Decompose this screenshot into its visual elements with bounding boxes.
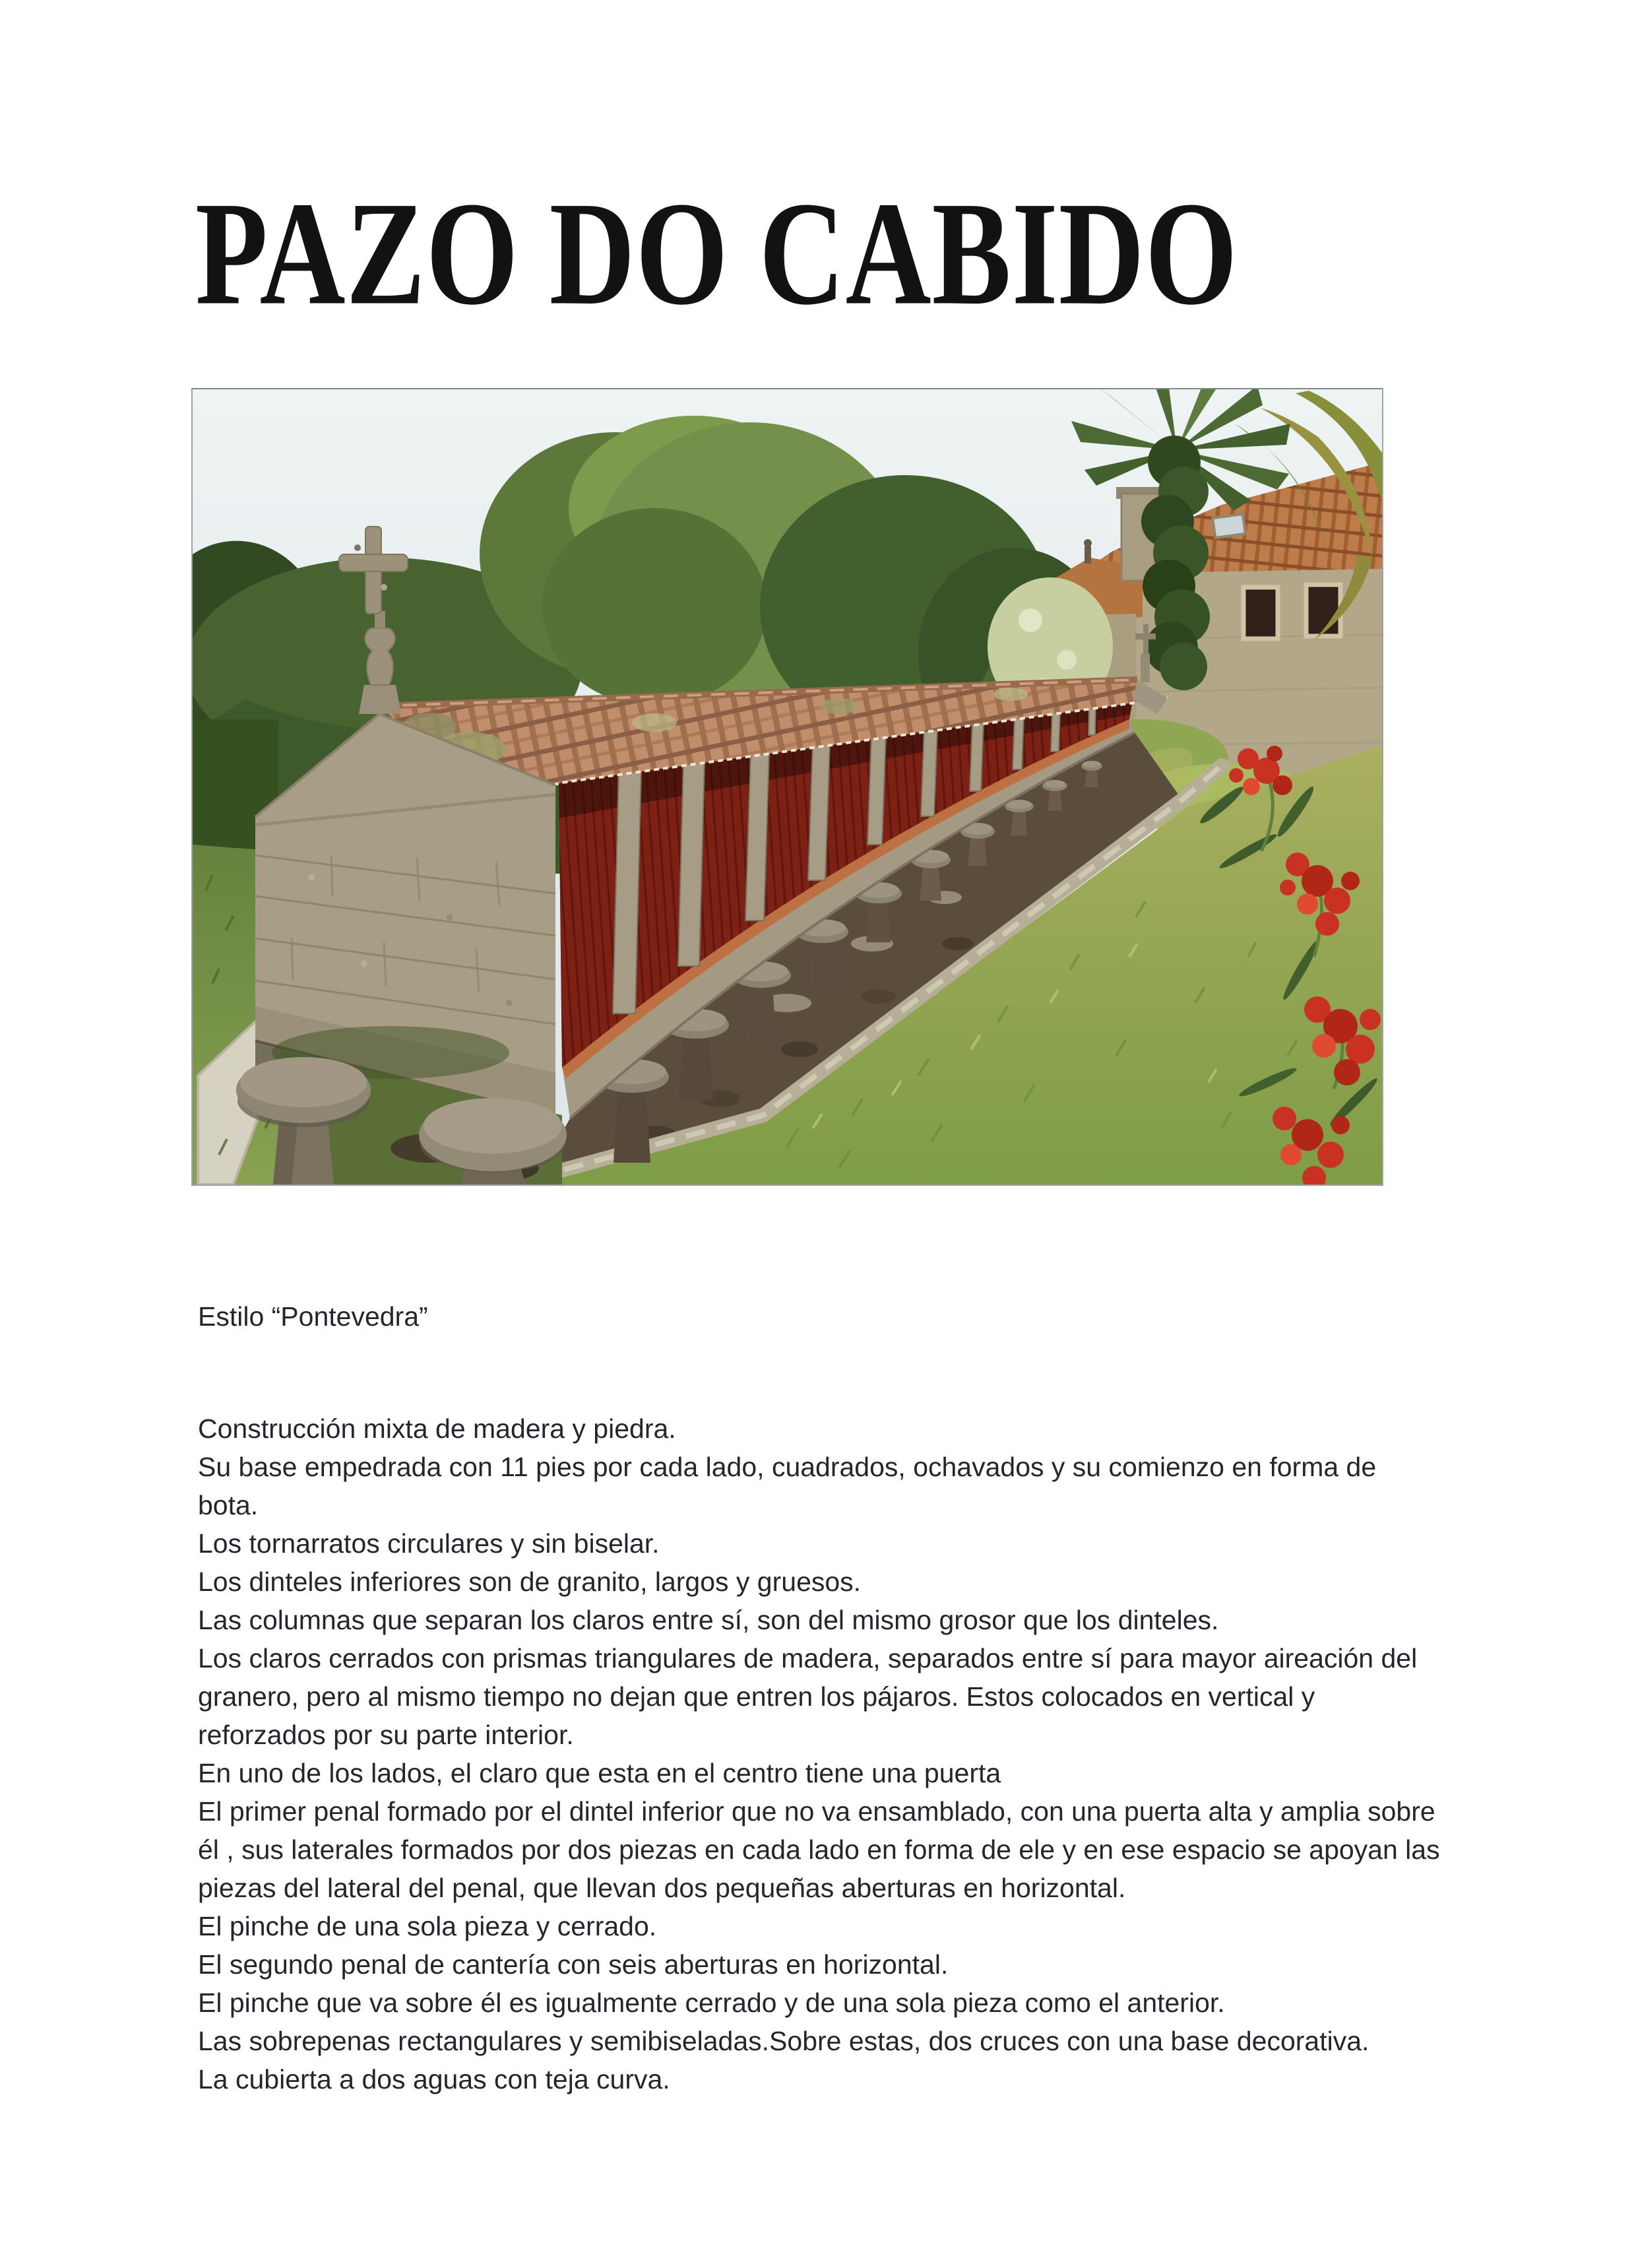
- description-line: El segundo penal de cantería con seis aberturas en horizontal.: [198, 1949, 949, 1980]
- horreo-photo-art: [193, 389, 1382, 1184]
- description-line: Su base empedrada con 11 pies por cada lado, cuadrados, ochavados y su comienzo en forma de: [198, 1452, 1377, 1482]
- description-line: Construcción mixta de madera y piedra.: [198, 1413, 676, 1444]
- description-line: piezas del lateral del penal, que llevan dos pequeñas aberturas en horizontal.: [198, 1873, 1126, 1903]
- description-text: [198, 1409, 1440, 2098]
- description-line: bota.: [198, 1490, 259, 1520]
- description-line: él , sus laterales formados por dos piezas en cada lado en forma de ele y en ese espacio se apoyan las: [198, 1834, 1440, 1865]
- description-line: El pinche que va sobre él es igualmente cerrado y de una sola pieza como el anterior.: [198, 1988, 1225, 2018]
- style-caption: Estilo “Pontevedra”: [198, 1301, 428, 1332]
- description-line: Los tornarratos circulares y sin biselar.: [198, 1528, 660, 1559]
- description-line: reforzados por su parte interior.: [198, 1720, 574, 1750]
- description-line: Las columnas que separan los claros entre sí, son del mismo grosor que los dinteles.: [198, 1605, 1219, 1635]
- description-line: Las sobrepenas rectangulares y semibiseladas.Sobre estas, dos cruces con una base decorativa.: [198, 2026, 1369, 2056]
- description-line: El primer penal formado por el dintel inferior que no va ensamblado, con una puerta alta y amplia sobre: [198, 1796, 1435, 1827]
- description-line: El pinche de una sola pieza y cerrado.: [198, 1911, 657, 1941]
- horreo-photo: [191, 388, 1383, 1186]
- description-line: En uno de los lados, el claro que esta en el centro tiene una puerta: [198, 1758, 1001, 1788]
- description-line: Los dinteles inferiores son de granito, largos y gruesos.: [198, 1567, 862, 1597]
- description-line: La cubierta a dos aguas con teja curva.: [198, 2064, 670, 2094]
- description-line: granero, pero al mismo tiempo no dejan que entren los pájaros. Estos colocados en vertical y: [198, 1681, 1315, 1712]
- description-line: Los claros cerrados con prismas triangulares de madera, separados entre sí para mayor aireación del: [198, 1643, 1418, 1673]
- page-title: PAZO DO CABIDO: [195, 171, 1238, 336]
